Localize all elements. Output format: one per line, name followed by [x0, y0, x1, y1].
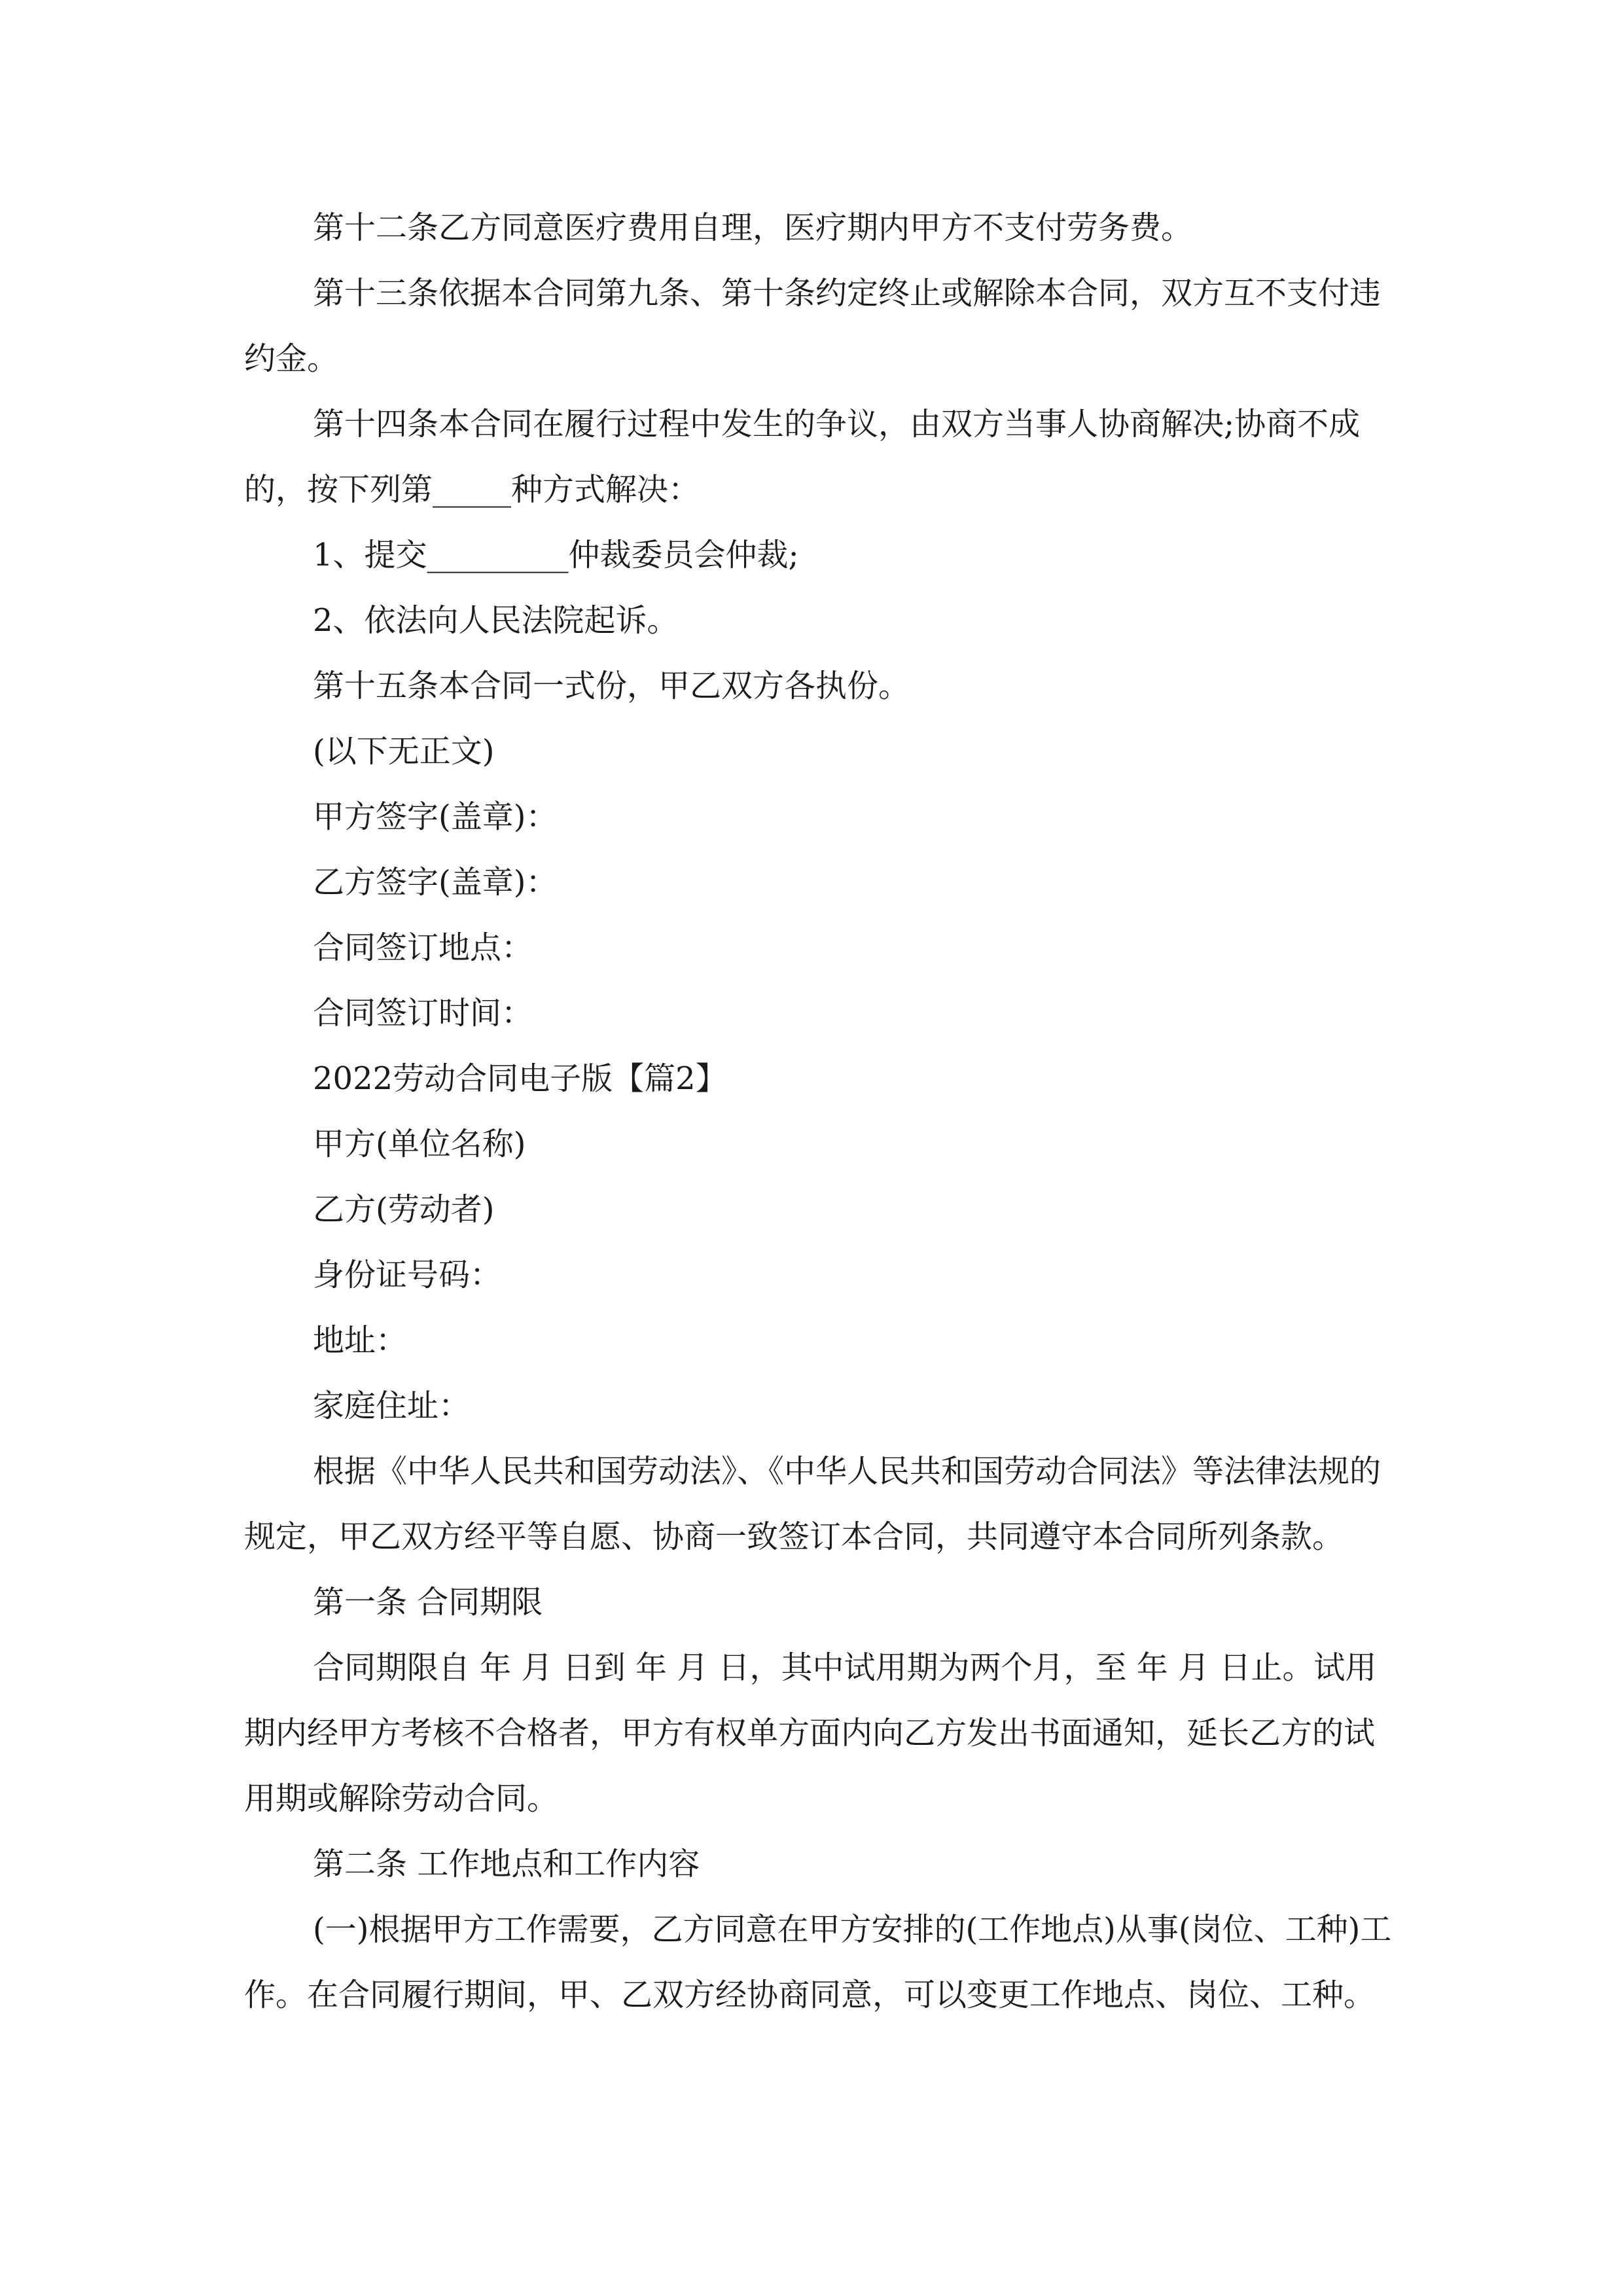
document-body — [244, 195, 1400, 2028]
party-a-label: 甲方(单位名称) — [313, 1126, 526, 1162]
clause-13: 第十三条依据本合同第九条、第十条约定终止或解除本合同，双方互不支付违约金。 — [244, 275, 1382, 377]
address-label: 地址： — [313, 1322, 408, 1359]
id-number-label: 身份证号码： — [313, 1257, 502, 1293]
signing-place: 合同签订地点： — [313, 929, 533, 966]
article-1-body: 合同期限自 年 月 日到 年 月 日，其中试用期为两个月，至 年 月 日止。试用期内经甲方考核不合格者，甲方有权单方面内向乙方发出书面通知，延长乙方的试用期或解除劳动合同。 — [244, 1649, 1377, 1817]
party-b-signature: 乙方签字(盖章)： — [313, 864, 558, 901]
party-a-signature: 甲方签字(盖章)： — [313, 798, 558, 835]
clause-15: 第十五条本合同一式份，甲乙双方各执份。 — [313, 668, 910, 704]
section-heading: 2022劳动合同电子版【篇2】 — [313, 1060, 727, 1097]
clause-14: 第十四条本合同在履行过程中发生的争议，由双方当事人协商解决;协商不成的，按下列第_____种方式解决： — [244, 406, 1361, 508]
dispute-option-1: 1、提交_________仲裁委员会仲裁; — [313, 537, 799, 573]
preamble: 根据《中华人民共和国劳动法》、《中华人民共和国劳动合同法》等法律法规的规定，甲乙双方经平等自愿、协商一致签订本合同，共同遵守本合同所列条款。 — [244, 1453, 1382, 1555]
dispute-option-2: 2、依法向人民法院起诉。 — [313, 602, 679, 639]
home-address-label: 家庭住址： — [313, 1388, 471, 1424]
article-2-heading: 第二条 工作地点和工作内容 — [313, 1846, 700, 1882]
party-b-label: 乙方(劳动者) — [313, 1191, 495, 1228]
article-1-heading: 第一条 合同期限 — [313, 1584, 543, 1621]
signing-time: 合同签订时间： — [313, 995, 533, 1031]
article-2-body: (一)根据甲方工作需要，乙方同意在甲方安排的(工作地点)从事(岗位、工种)工作。在合同履行期间，甲、乙双方经协商同意，可以变更工作地点、岗位、工种。 — [244, 1911, 1392, 2013]
no-further-text: (以下无正文) — [313, 733, 495, 770]
clause-12: 第十二条乙方同意医疗费用自理，医疗期内甲方不支付劳务费。 — [313, 209, 1193, 246]
